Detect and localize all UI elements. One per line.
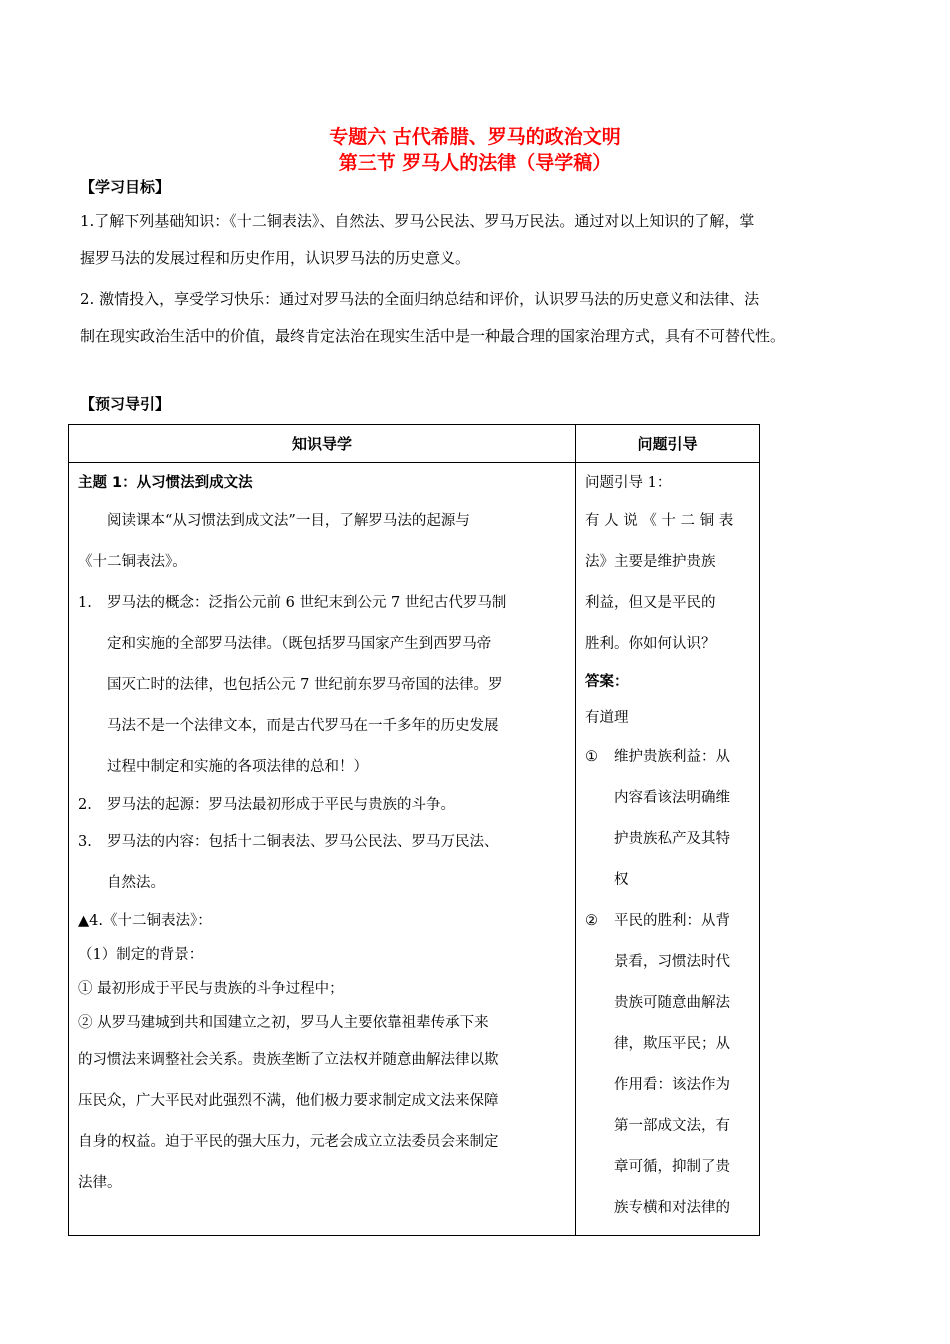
background-point-2-line: 的习惯法来调整社会关系。贵族垄断了立法权并随意曲解法律以欺 — [78, 1052, 499, 1068]
answer-point-2-line: 平民的胜利：从背 — [614, 913, 730, 929]
answer-point-2-line: 第一部成文法，有 — [614, 1118, 730, 1134]
background-point-1: ① 最初形成于平民与贵族的斗争过程中； — [78, 981, 344, 997]
header-questions: 问题引导 — [576, 425, 760, 463]
item-1-number: 1. — [78, 595, 92, 611]
question-line: 法》主要是维护贵族 — [585, 554, 716, 570]
background-point-2-line: 压民众，广大平民对此强烈不满，他们极力要求制定成文法来保障 — [78, 1093, 499, 1109]
answer-point-2-line: 律，欺压平民；从 — [614, 1036, 730, 1052]
item-2 — [78, 788, 567, 822]
item-1-line: 罗马法的概念：泛指公元前 6 世纪末到公元 7 世纪古代罗马制 — [107, 595, 507, 611]
objective-2-line-1: 2. 激情投入，享受学习快乐：通过对罗马法的全面归纳总结和评价，认识罗马法的历史意义和法律、法 — [80, 290, 760, 308]
item-1-line: 马法不是一个法律文本，而是古代罗马在一千多年的历史发展 — [107, 718, 499, 734]
objective-2-line-2: 制在现实政治生活中的价值，最终肯定法治在现实生活中是一种最合理的国家治理方式，具有不可替代性。 — [80, 327, 786, 345]
item-1-line: 定和实施的全部罗马法律。（既包括罗马国家产生到西罗马帝 — [107, 636, 492, 652]
question-line: 有 人 说 《 十 二 铜 表 — [585, 513, 734, 529]
question-line: 胜利。你如何认识？ — [585, 636, 716, 652]
item-2-number: 2. — [78, 797, 92, 813]
answer-point-1-line: 权 — [614, 872, 629, 888]
question-cell — [576, 463, 760, 1236]
answer-point-2-line: 贵族可随意曲解法 — [614, 995, 730, 1011]
background-subheading: （1）制定的背景： — [78, 947, 204, 963]
answer-point-2-line: 族专横和对法律的 — [614, 1200, 730, 1216]
objective-1-line-2: 握罗马法的发展过程和历史作用，认识罗马法的历史意义。 — [80, 249, 471, 267]
table-header-row — [69, 425, 760, 463]
answer-point-2-line: 景看，习惯法时代 — [614, 954, 730, 970]
header-knowledge: 知识导学 — [69, 425, 576, 463]
objectives-heading: 【学习目标】 — [80, 178, 171, 196]
item-4-heading: ▲4.《十二铜表法》： — [78, 913, 212, 929]
answer-point-1-line: 护贵族私产及其特 — [614, 831, 730, 847]
answer-point-2-line: 章可循，抑制了贵 — [614, 1159, 730, 1175]
topic-heading: 主题 1：从习惯法到成文法 — [78, 475, 253, 491]
item-3-line: 罗马法的内容：包括十二铜表法、罗马公民法、罗马万民法、 — [107, 834, 499, 850]
item-1 — [78, 583, 567, 788]
knowledge-cell — [69, 463, 576, 1236]
answer-point-1-marker: ① — [585, 749, 598, 765]
intro-line-1: 阅读课本“从习惯法到成文法”一目，了解罗马法的起源与 — [107, 513, 470, 529]
objective-1 — [80, 203, 870, 277]
background-point-2-line: ② 从罗马建城到共和国建立之初，罗马人主要依靠祖辈传承下来 — [78, 1015, 489, 1031]
objective-1-line-1: 1.了解下列基础知识：《十二铜表法》、自然法、罗马公民法、罗马万民法。通过对以上知识的了解，掌 — [80, 212, 755, 230]
item-1-line: 国灭亡时的法律，也包括公元 7 世纪前东罗马帝国的法律。罗 — [107, 677, 503, 693]
preview-heading: 【预习导引】 — [80, 395, 171, 413]
item-3 — [78, 822, 567, 904]
background-point-2-line: 自身的权益。迫于平民的强大压力，元老会成立立法委员会来制定 — [78, 1134, 499, 1150]
answer-point-2 — [585, 901, 753, 1229]
answer-label: 答案： — [585, 674, 629, 690]
answer-point-2-line: 作用看：该法作为 — [614, 1077, 730, 1093]
question-label: 问题引导 1： — [585, 475, 672, 491]
document-title: 专题六 古代希腊、罗马的政治文明 — [329, 126, 621, 148]
intro-line-2: 《十二铜表法》。 — [78, 554, 187, 570]
answer-point-1 — [585, 737, 753, 901]
item-2-text: 罗马法的起源：罗马法最初形成于平民与贵族的斗争。 — [107, 797, 455, 813]
objective-2 — [80, 281, 870, 355]
answer-point-1-line: 维护贵族利益：从 — [614, 749, 730, 765]
item-1-line: 过程中制定和实施的各项法律的总和！） — [107, 759, 368, 775]
item-3-line: 自然法。 — [107, 875, 165, 891]
answer-point-1-line: 内容看该法明确维 — [614, 790, 730, 806]
question-line: 利益，但又是平民的 — [585, 595, 716, 611]
guide-table — [68, 424, 760, 1236]
document-subtitle: 第三节 罗马人的法律（导学稿） — [338, 152, 612, 174]
answer-point-2-marker: ② — [585, 913, 598, 929]
background-point-2-line: 法律。 — [78, 1175, 122, 1191]
answer-intro: 有道理 — [585, 710, 629, 726]
table-body-row — [69, 463, 760, 1236]
item-3-number: 3. — [78, 834, 92, 850]
